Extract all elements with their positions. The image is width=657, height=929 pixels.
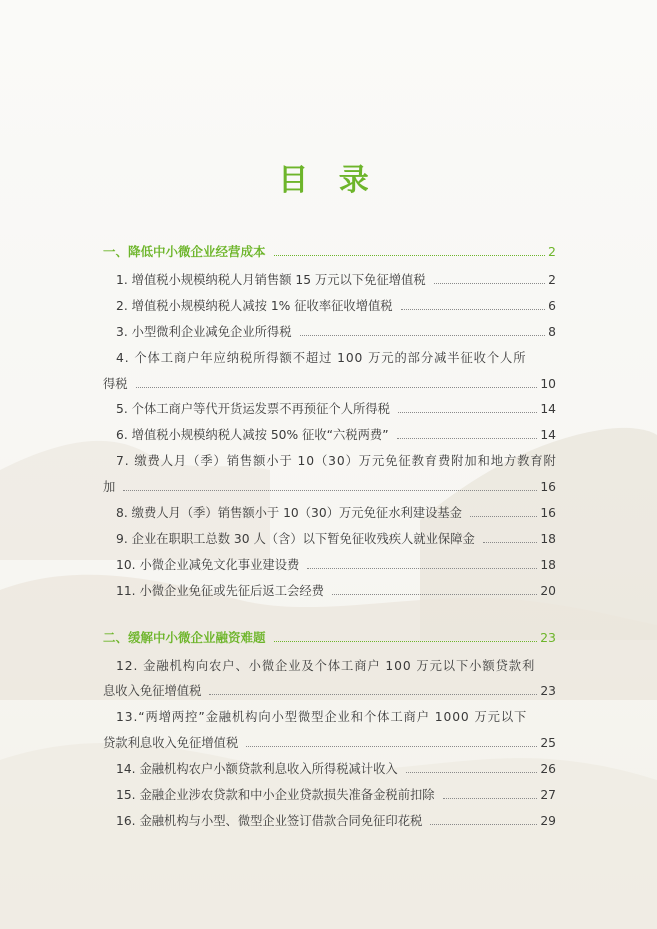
entry-page-number: 25	[540, 736, 556, 751]
entry-text-line: 4. 个体工商户年应纳税所得额不超过 100 万元的部分减半征收个人所	[116, 350, 527, 365]
table-of-contents	[103, 242, 556, 835]
entry-text-line: 息收入免征增值税	[103, 684, 202, 699]
toc-entry[interactable]	[103, 294, 556, 320]
toc-entry[interactable]	[103, 346, 556, 398]
page-title: 目 录	[278, 163, 379, 198]
leader-dots	[274, 255, 546, 256]
entry-text-line: 得税	[103, 376, 128, 391]
leader-dots	[136, 387, 538, 388]
toc-entry[interactable]	[103, 579, 556, 605]
leader-dots	[307, 568, 537, 569]
section-page-number: 2	[548, 244, 556, 259]
entry-page-number: 10	[540, 376, 556, 391]
entry-text-line: 3. 小型微利企业减免企业所得税	[116, 324, 292, 339]
leader-dots	[401, 309, 546, 310]
leader-dots	[274, 641, 538, 642]
toc-section-heading[interactable]	[103, 242, 556, 268]
toc-entry[interactable]	[103, 423, 556, 449]
entry-text-line: 13.“两增两控”金融机构向小型微型企业和个体工商户 1000 万元以下	[116, 710, 528, 725]
section-title: 一、降低中小微企业经营成本	[103, 244, 266, 259]
toc-entry[interactable]	[103, 527, 556, 553]
entry-text-line: 6. 增值税小规模纳税人减按 50% 征收“六税两费”	[116, 428, 389, 443]
entry-page-number: 6	[548, 298, 556, 313]
entry-text-line: 贷款利息收入免征增值税	[103, 736, 239, 751]
toc-entry[interactable]	[103, 705, 556, 757]
toc-entry[interactable]	[103, 809, 556, 835]
leader-dots	[332, 594, 537, 595]
entry-page-number: 18	[540, 531, 556, 546]
entry-text-line: 加	[103, 480, 116, 495]
leader-dots	[406, 772, 538, 773]
entry-text-line: 10. 小微企业减免文化事业建设费	[116, 557, 300, 572]
toc-entry[interactable]	[103, 501, 556, 527]
section-page-number: 23	[540, 629, 556, 645]
entry-text-line: 8. 缴费人月（季）销售额小于 10（30）万元免征水利建设基金	[116, 506, 462, 521]
leader-dots	[430, 824, 537, 825]
entry-text-line: 1. 增值税小规模纳税人月销售额 15 万元以下免征增值税	[116, 273, 426, 287]
leader-dots	[246, 746, 537, 747]
entry-page-number: 8	[548, 324, 556, 339]
entry-text-line: 14. 金融机构农户小额贷款利息收入所得税减计收入	[116, 762, 398, 777]
entry-page-number: 29	[540, 813, 556, 828]
toc-entry[interactable]	[103, 397, 556, 423]
leader-dots	[209, 694, 537, 695]
leader-dots	[434, 283, 546, 284]
entry-text-line: 5. 个体工商户等代开货运发票不再预征个人所得税	[116, 402, 390, 417]
toc-entry[interactable]	[103, 449, 556, 501]
toc-entry[interactable]	[103, 268, 556, 294]
toc-entry[interactable]	[103, 553, 556, 579]
entry-page-number: 16	[540, 506, 556, 521]
leader-dots	[123, 490, 537, 491]
leader-dots	[483, 542, 538, 543]
entry-page-number: 16	[540, 480, 556, 495]
entry-text-line: 7. 缴费人月（季）销售额小于 10（30）万元免征教育费附加和地方教育附	[116, 454, 557, 469]
leader-dots	[398, 412, 537, 413]
toc-entry[interactable]	[103, 320, 556, 346]
leader-dots	[397, 438, 538, 439]
entry-text-line: 9. 企业在职职工总数 30 人（含）以下暂免征收残疾人就业保障金	[116, 531, 475, 546]
leader-dots	[470, 516, 537, 517]
entry-text-line: 2. 增值税小规模纳税人减按 1% 征收率征收增值税	[116, 298, 393, 313]
toc-entry[interactable]	[103, 757, 556, 783]
toc-entry[interactable]	[103, 654, 556, 706]
entry-page-number: 23	[540, 684, 556, 699]
entry-text-line: 12. 金融机构向农户、小微企业及个体工商户 100 万元以下小额贷款利	[116, 658, 536, 673]
toc-entry[interactable]	[103, 783, 556, 809]
entry-page-number: 14	[540, 428, 556, 443]
entry-page-number: 18	[540, 557, 556, 572]
entry-text-line: 16. 金融机构与小型、微型企业签订借款合同免征印花税	[116, 813, 423, 828]
leader-dots	[443, 798, 538, 799]
entry-page-number: 14	[540, 402, 556, 417]
entry-page-number: 20	[540, 583, 556, 598]
leader-dots	[300, 335, 546, 336]
section-gap	[103, 605, 556, 628]
entry-page-number: 27	[540, 788, 556, 803]
entry-page-number: 2	[548, 273, 556, 287]
entry-text-line: 11. 小微企业免征或先征后返工会经费	[116, 583, 324, 598]
entry-text-line: 15. 金融企业涉农贷款和中小企业贷款损失准备金税前扣除	[116, 788, 435, 803]
entry-page-number: 26	[540, 762, 556, 777]
toc-section-heading[interactable]	[103, 628, 556, 654]
section-title: 二、缓解中小微企业融资难题	[103, 629, 266, 645]
